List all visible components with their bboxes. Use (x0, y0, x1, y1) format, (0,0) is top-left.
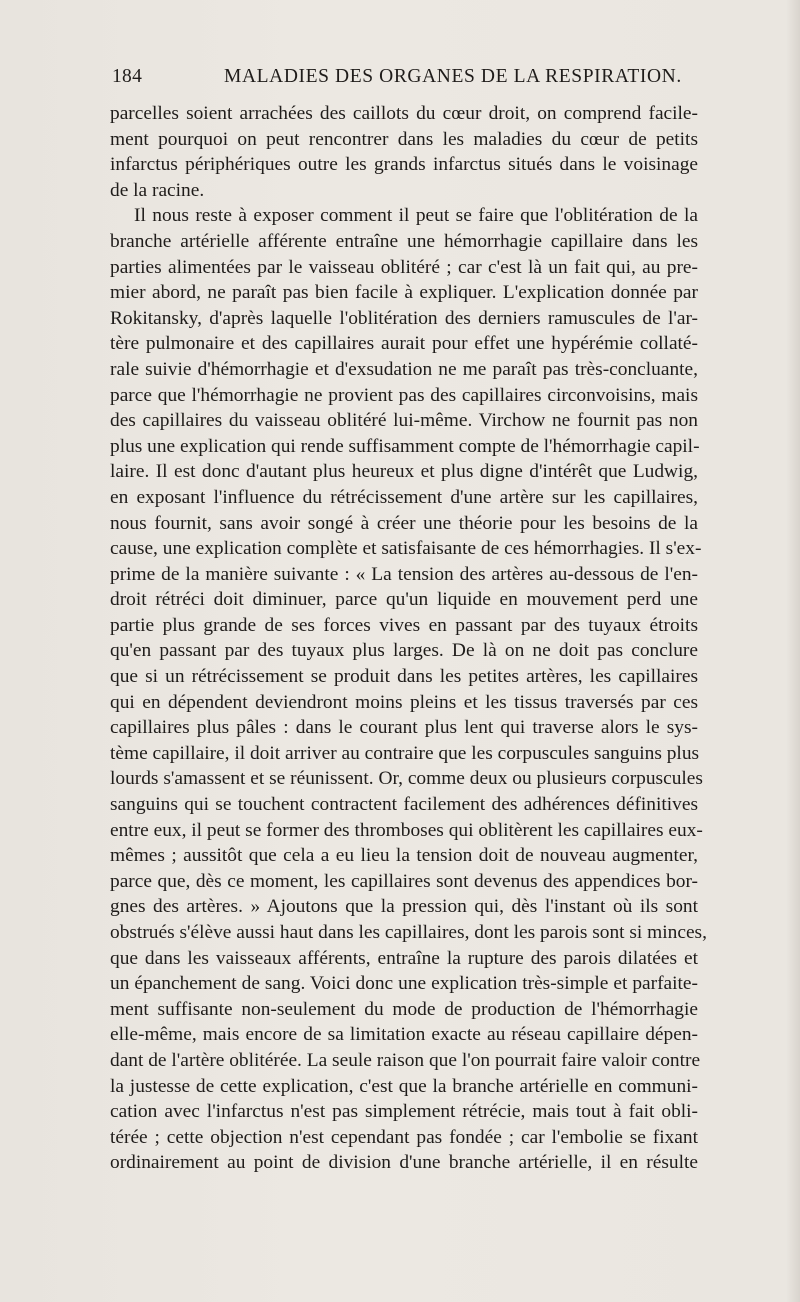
text-line: parcelles soient arrachées des caillots du cœur droit, on comprend facile- (110, 103, 698, 124)
text-line: nous fournit, sans avoir songé à créer une théorie pour les besoins de la (110, 512, 698, 534)
text-line: en exposant l'influence du rétrécissement d'une artère sur les capillaires, (110, 486, 698, 508)
text-line: cause, une explication complète et satisfaisante de ces hémorrhagies. Il s'ex- (110, 538, 702, 560)
text-line: tère pulmonaire et des capillaires aurait pour effet une hypérémie collaté- (110, 333, 698, 355)
text-line: des capillaires du vaisseau oblitéré lui-même. Virchow ne fournit pas non (110, 410, 698, 432)
text-line: Rokitansky, d'après laquelle l'oblitération des derniers ramuscules de l'ar- (110, 307, 698, 329)
page-edge-shadow (786, 0, 800, 1302)
text-line: prime de la manière suivante : « La tension des artères au-dessous de l'en- (110, 563, 698, 585)
text-line: mêmes ; aussitôt que cela a eu lieu la tension doit de nouveau augmenter, (110, 845, 698, 867)
text-line: capillaires plus pâles : dans le courant plus lent qui traverse alors le sys- (110, 717, 698, 739)
text-line: cation avec l'infarctus n'est pas simplement rétrécie, mais tout à fait obli- (110, 1101, 698, 1123)
text-line: ment suffisante non-seulement du mode de production de l'hémorrhagie (110, 998, 698, 1020)
text-line: parce que l'hémorrhagie ne provient pas des capillaires circonvoisins, mais (110, 384, 698, 406)
text-line: laire. Il est donc d'autant plus heureux et plus digne d'intérêt que Ludwig, (110, 461, 698, 483)
text-line: parties alimentées par le vaisseau oblitéré ; car c'est là un fait qui, au pre- (110, 256, 698, 278)
text-line: lourds s'amassent et se réunissent. Or, comme deux ou plusieurs corpuscules (110, 768, 703, 790)
text-line: ordinairement au point de division d'une branche artérielle, il en résulte (110, 1152, 698, 1174)
text-line: rale suivie d'hémorrhagie et d'exsudation ne me paraît pas très-concluante, (110, 358, 698, 380)
text-line: que dans les vaisseaux afférents, entraîne la rupture des parois dilatées et (110, 947, 698, 969)
text-line: qu'en passant par des tuyaux plus larges. De là on ne doit pas conclure (110, 640, 698, 662)
text-line: infarctus périphériques outre les grands infarctus situés dans le voisinage (110, 154, 698, 176)
text-line: de la racine. (110, 179, 205, 201)
text-line: droit rétréci doit diminuer, parce qu'un liquide en mouvement perd une (110, 589, 698, 611)
text-line: ment pourquoi on peut rencontrer dans les maladies du cœur de petits (110, 128, 698, 150)
text-line: qui en dépendent deviendront moins pleins et les tissus traversés par ces (110, 691, 698, 713)
text-line: que si un rétrécissement se produit dans les petites artères, les capillaires (110, 666, 698, 688)
text-line: parce que, dès ce moment, les capillaires sont devenus des appendices bor- (110, 870, 698, 892)
text-line: gnes des artères. » Ajoutons que la pression qui, dès l'instant où ils sont (110, 896, 698, 918)
text-line: Il nous reste à exposer comment il peut se faire que l'oblitération de la (134, 205, 698, 227)
text-line: entre eux, il peut se former des thromboses qui oblitèrent les capillaires eux- (110, 819, 703, 841)
text-line: la justesse de cette explication, c'est que la branche artérielle en communi- (110, 1075, 698, 1097)
text-line: obstrués s'élève aussi haut dans les capillaires, dont les parois sont si minces, (110, 922, 707, 943)
text-line: branche artérielle afférente entraîne une hémorrhagie capillaire dans les (110, 230, 698, 252)
text-line: tème capillaire, il doit arriver au contraire que les corpuscules sanguins plus (110, 742, 700, 764)
page-number: 184 (112, 66, 143, 87)
text-line: térée ; cette objection n'est cependant pas fondée ; car l'embolie se fixant (110, 1126, 698, 1148)
text-line: sanguins qui se touchent contractent facilement des adhérences définitives (110, 794, 698, 816)
text-line: partie plus grande de ses forces vives en passant par des tuyaux étroits (110, 614, 698, 636)
text-line: plus une explication qui rende suffisamment compte de l'hémorrhagie capil- (110, 435, 700, 457)
body-text (110, 101, 707, 1176)
text-line: mier abord, ne paraît pas bien facile à expliquer. L'explication donnée par (110, 282, 698, 304)
text-line: dant de l'artère oblitérée. La seule raison que l'on pourrait faire valoir contre (110, 1049, 701, 1071)
text-line: elle-même, mais encore de sa limitation exacte au réseau capillaire dépen- (110, 1024, 698, 1046)
running-title: MALADIES DES ORGANES DE LA RESPIRATION. (224, 66, 682, 87)
text-line: un épanchement de sang. Voici donc une explication très-simple et parfaite- (110, 973, 698, 995)
page-header (112, 66, 692, 96)
